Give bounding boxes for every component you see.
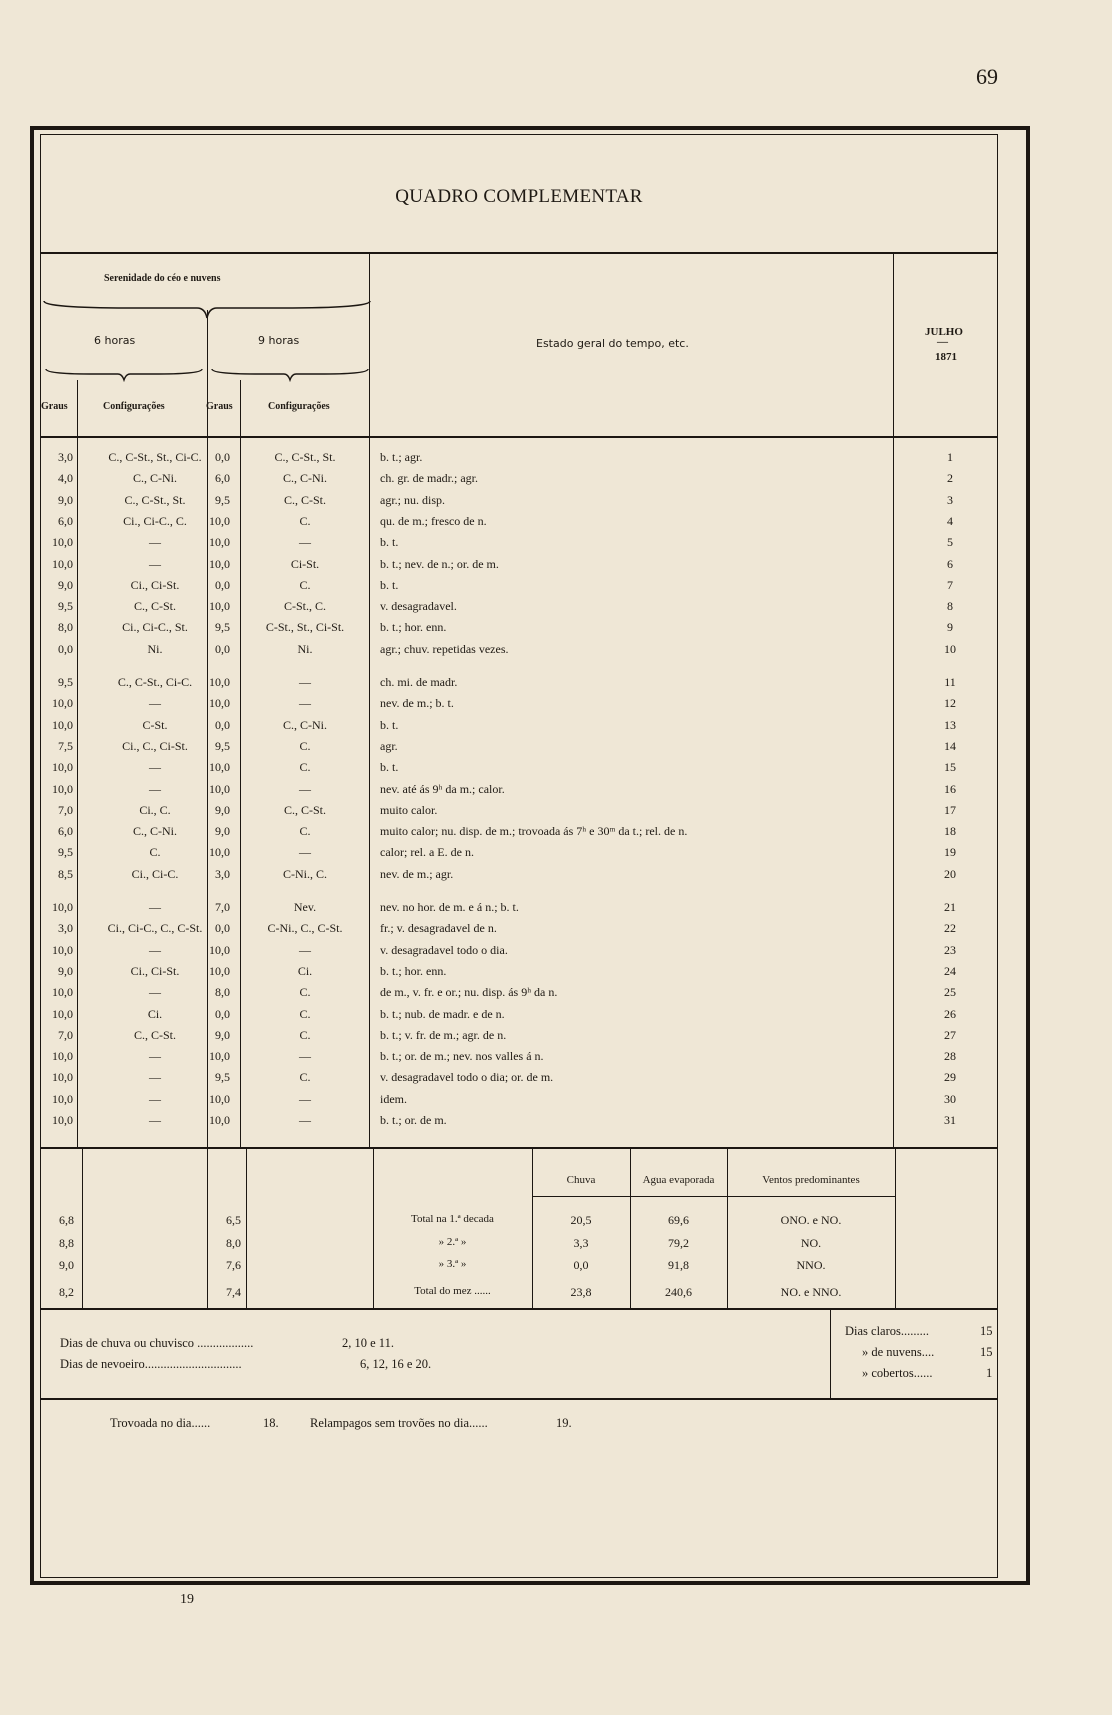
dias-cobertos-value: 1 [986, 1366, 993, 1380]
config-6h: — [149, 1070, 161, 1085]
header-bottom-rule [40, 436, 998, 438]
graus-6h: 8,5 [58, 866, 73, 881]
graus-9h: 9,0 [215, 824, 230, 839]
graus-9h: 10,0 [209, 1113, 230, 1127]
config-6h: — [149, 535, 161, 550]
day-number: 16 [944, 781, 956, 796]
graus-9h: 10,0 [209, 599, 230, 614]
day-number: 26 [944, 1006, 956, 1021]
config-9h: — [299, 675, 311, 689]
day-number: 15 [944, 760, 956, 775]
table-row [40, 961, 998, 982]
config-6h: C., C-St. [133, 1027, 176, 1042]
graus-6h: 7,0 [58, 802, 73, 817]
summary-graus-6h: 8,2 [59, 1285, 74, 1299]
estado-tempo: b. t.; v. fr. de m.; agr. de n. [380, 1027, 507, 1042]
estado-tempo: idem. [380, 1091, 407, 1106]
summary-ventos: NO. [800, 1236, 822, 1250]
table-row [40, 1004, 998, 1025]
day-number: 20 [944, 866, 956, 881]
day-number: 11 [944, 675, 956, 689]
graus-9h: 9,0 [215, 802, 230, 817]
day-number: 4 [947, 513, 953, 528]
summary-graus-6h: 6,8 [59, 1213, 74, 1227]
config-9h: Nev. [293, 900, 317, 914]
estado-tempo: b. t.; or. de m.; nev. nos valles á n. [380, 1049, 544, 1064]
table-row [40, 1089, 998, 1110]
table-row [40, 596, 998, 617]
summary-ventos: ONO. e NO. [780, 1213, 842, 1227]
estado-tempo: fr.; v. desagradavel de n. [380, 921, 497, 936]
config-9h: C-St., C. [283, 599, 326, 614]
day-number: 22 [944, 921, 956, 936]
trovoada-value: 18. [263, 1416, 279, 1430]
config-6h: — [149, 900, 161, 914]
summary-label: Total na 1.ª decada [411, 1213, 494, 1225]
config-6h: Ci., Ci-St. [130, 577, 180, 592]
estado-tempo: muito calor. [380, 802, 438, 817]
relampagos-label: Relampagos sem trovões no dia...... [310, 1416, 488, 1430]
table-row [40, 468, 998, 489]
graus-9h: 10,0 [209, 760, 230, 775]
estado-tempo: v. desagradavel todo o dia. [380, 942, 508, 957]
table-row [40, 511, 998, 532]
table-row [40, 864, 998, 885]
header-6-horas: 6 horas [94, 334, 136, 347]
estado-tempo: b. t.; or. de m. [380, 1113, 447, 1127]
header-month: JULHO [925, 326, 963, 338]
table-row [40, 842, 998, 863]
estado-tempo: nev. no hor. de m. e á n.; b. t. [380, 900, 519, 914]
summary-agua: 91,8 [668, 1258, 689, 1272]
graus-6h: 10,0 [52, 696, 73, 711]
graus-9h: 10,0 [209, 535, 230, 550]
graus-6h: 10,0 [52, 1006, 73, 1021]
summary-agua: 240,6 [665, 1285, 692, 1299]
day-number: 3 [947, 492, 953, 507]
config-6h: Ci., C. [139, 802, 171, 817]
graus-6h: 10,0 [52, 717, 73, 732]
day-number: 12 [944, 696, 956, 711]
day-number: 14 [944, 738, 956, 753]
config-6h: Ni. [147, 641, 163, 656]
summary-bottom-rule [40, 1308, 998, 1310]
dias-claros-label: Dias claros......... [845, 1324, 930, 1338]
dias-nevoeiro-label: Dias de nevoeiro............................... [60, 1357, 242, 1371]
sheet-number: 19 [180, 1592, 194, 1607]
config-9h: C. [299, 760, 311, 775]
summary-graus-6h: 9,0 [59, 1258, 74, 1272]
estado-tempo: qu. de m.; fresco de n. [380, 513, 487, 528]
day-number: 24 [944, 963, 956, 978]
summary-label: » 2.ª » [438, 1236, 467, 1248]
config-6h: — [149, 1049, 161, 1064]
estado-tempo: b. t.; agr. [380, 450, 423, 464]
header-config-9h: Configurações [268, 401, 330, 412]
config-9h: — [299, 1049, 311, 1064]
summary-header-agua: Agua evaporada [642, 1174, 715, 1186]
config-6h: C. [149, 845, 161, 860]
days-divider [830, 1310, 831, 1398]
table-row [40, 693, 998, 714]
table-title: QUADRO COMPLEMENTAR [395, 186, 643, 207]
summary-chuva: 0,0 [573, 1258, 589, 1272]
table-row [40, 575, 998, 596]
graus-9h: 10,0 [209, 781, 230, 796]
estado-tempo: v. desagradavel. [380, 599, 457, 614]
summary-header-rule [532, 1196, 896, 1197]
summary-agua: 69,6 [668, 1213, 689, 1227]
graus-9h: 10,0 [209, 513, 230, 528]
dias-chuva-label: Dias de chuva ou chuvisco .................. [60, 1336, 254, 1350]
config-9h: Ci. [297, 963, 313, 978]
header-top-rule [40, 252, 998, 254]
day-number: 19 [944, 845, 956, 860]
graus-6h: 9,5 [58, 845, 73, 860]
graus-9h: 0,0 [215, 921, 230, 936]
table-row [40, 490, 998, 511]
graus-9h: 9,5 [215, 1070, 230, 1085]
graus-6h: 6,0 [58, 824, 73, 839]
summary-top-rule [40, 1147, 998, 1149]
header-9-horas: 9 horas [258, 334, 300, 347]
graus-6h: 7,0 [58, 1027, 73, 1042]
estado-tempo: nev. de m.; agr. [380, 866, 454, 881]
sum-div-1 [82, 1149, 83, 1309]
config-9h: C. [299, 1027, 311, 1042]
table-row [40, 1046, 998, 1067]
header-year: 1871 [935, 351, 957, 363]
estado-tempo: de m., v. fr. e or.; nu. disp. ás 9ʰ da n. [380, 985, 558, 1000]
config-6h: — [149, 556, 161, 571]
config-9h: C., C-Ni. [282, 471, 327, 486]
table-row [40, 982, 998, 1003]
graus-9h: 10,0 [209, 556, 230, 571]
estado-tempo: b. t.; nev. de n.; or. de m. [380, 556, 499, 571]
day-number: 31 [944, 1113, 956, 1127]
estado-tempo: nev. até ás 9ʰ da m.; calor. [380, 781, 505, 796]
estado-tempo: agr.; chuv. repetidas vezes. [380, 641, 509, 656]
config-9h: — [299, 1113, 311, 1127]
day-number: 25 [944, 985, 956, 1000]
table-row [40, 639, 998, 660]
graus-6h: 9,0 [58, 577, 73, 592]
config-9h: Ci-St. [290, 556, 320, 571]
graus-6h: 10,0 [52, 985, 73, 1000]
graus-6h: 9,0 [58, 963, 73, 978]
summary-graus-9h: 6,5 [226, 1213, 241, 1227]
config-9h: C. [299, 577, 311, 592]
config-9h: — [299, 781, 311, 796]
table-row [40, 715, 998, 736]
summary-header-ventos: Ventos predominantes [762, 1174, 860, 1186]
header-estado: Estado geral do tempo, etc. [536, 337, 689, 350]
config-9h: — [299, 696, 311, 711]
config-6h: Ci., Ci-C. [131, 866, 179, 881]
config-6h: — [149, 696, 161, 711]
summary-ventos: NNO. [796, 1258, 826, 1272]
config-9h: C. [299, 738, 311, 753]
estado-tempo: agr. [380, 738, 398, 753]
dias-claros-value: 15 [980, 1324, 993, 1338]
config-6h: C., C-Ni. [132, 471, 177, 486]
graus-6h: 9,5 [58, 599, 73, 614]
graus-6h: 3,0 [58, 450, 73, 464]
day-number: 6 [947, 556, 953, 571]
config-9h: C. [299, 824, 311, 839]
estado-tempo: b. t.; nub. de madr. e de n. [380, 1006, 505, 1021]
graus-9h: 6,0 [215, 471, 230, 486]
graus-9h: 9,5 [215, 492, 230, 507]
graus-9h: 3,0 [215, 866, 230, 881]
config-6h: Ci., Ci-St. [130, 963, 180, 978]
group-brace [42, 298, 372, 322]
graus-9h: 0,0 [215, 717, 230, 732]
table-row [40, 1067, 998, 1088]
graus-6h: 10,0 [52, 1113, 73, 1127]
config-9h: C-Ni., C., C-St. [267, 921, 343, 936]
table-row [40, 800, 998, 821]
graus-9h: 9,0 [215, 1027, 230, 1042]
sum-div-3 [246, 1149, 247, 1309]
config-9h: — [299, 942, 311, 957]
graus-9h: 10,0 [209, 963, 230, 978]
dias-nuvens-label: » de nuvens.... [862, 1345, 935, 1359]
graus-6h: 3,0 [58, 921, 73, 936]
summary-chuva: 23,8 [570, 1285, 592, 1299]
table-row [40, 897, 998, 918]
summary-chuva: 20,5 [570, 1213, 592, 1227]
estado-tempo: ch. mi. de madr. [380, 675, 458, 689]
config-6h: C., C-St. [133, 599, 176, 614]
config-9h: C., C-St., St. [274, 450, 336, 464]
table-row [40, 779, 998, 800]
config-6h: — [149, 985, 161, 1000]
graus-9h: 10,0 [209, 1091, 230, 1106]
graus-9h: 10,0 [209, 942, 230, 957]
header-group-title: Serenidade do céo e nuvens [104, 273, 221, 284]
header-config-6h: Configurações [103, 401, 165, 412]
day-number: 2 [947, 471, 953, 486]
days-bottom-rule [40, 1398, 998, 1400]
brace-9h [210, 366, 370, 382]
graus-6h: 9,0 [58, 492, 73, 507]
table-row [40, 940, 998, 961]
trovoada-label: Trovoada no dia...... [110, 1416, 211, 1430]
summary-label: Total do mez ...... [414, 1285, 491, 1297]
table-row [40, 447, 998, 468]
table-row [40, 1025, 998, 1046]
config-9h: Ni. [297, 641, 313, 656]
config-6h: Ci., Ci-C., C. [123, 513, 187, 528]
estado-tempo: b. t.; hor. enn. [380, 620, 447, 635]
graus-9h: 0,0 [215, 641, 230, 656]
estado-tempo: b. t. [380, 535, 399, 550]
table-row [40, 554, 998, 575]
table-row [40, 532, 998, 553]
graus-9h: 9,5 [215, 620, 230, 635]
config-9h: C-Ni., C. [282, 866, 327, 881]
header-dash: — [937, 336, 948, 348]
day-number: 29 [944, 1070, 956, 1085]
config-9h: C. [299, 1070, 311, 1085]
day-number: 9 [947, 620, 953, 635]
summary-label: » 3.ª » [438, 1258, 467, 1270]
graus-6h: 10,0 [52, 781, 73, 796]
graus-6h: 10,0 [52, 760, 73, 775]
config-6h: C., C-St., St., Ci-C. [108, 450, 202, 464]
graus-9h: 10,0 [209, 845, 230, 860]
summary-header-chuva: Chuva [566, 1174, 596, 1186]
day-number: 18 [944, 824, 956, 839]
day-number: 28 [944, 1049, 956, 1064]
estado-tempo: ch. gr. de madr.; agr. [380, 471, 478, 486]
summary-graus-9h: 8,0 [226, 1236, 241, 1250]
config-6h: Ci., Ci-C., C., C-St. [107, 921, 203, 936]
estado-tempo: b. t. [380, 577, 399, 592]
table-row [40, 672, 998, 693]
summary-ventos: NO. e NNO. [780, 1285, 842, 1299]
summary-right-rule [895, 1149, 896, 1309]
config-6h: C., C-St., Ci-C. [117, 675, 193, 689]
config-9h: C., C-St. [283, 802, 326, 817]
config-9h: C., C-Ni. [282, 717, 327, 732]
day-number: 13 [944, 717, 956, 732]
graus-6h: 4,0 [58, 471, 73, 486]
graus-9h: 0,0 [215, 577, 230, 592]
config-9h: C-St., St., Ci-St. [265, 620, 345, 635]
graus-6h: 7,5 [58, 738, 73, 753]
summary-graus-9h: 7,6 [226, 1258, 241, 1272]
config-9h: C. [299, 985, 311, 1000]
graus-9h: 8,0 [215, 985, 230, 1000]
graus-9h: 0,0 [215, 1006, 230, 1021]
config-9h: C., C-St. [283, 492, 326, 507]
day-number: 21 [944, 900, 956, 914]
config-6h: — [149, 781, 161, 796]
day-number: 23 [944, 942, 956, 957]
day-number: 30 [944, 1091, 956, 1106]
graus-9h: 10,0 [209, 675, 230, 689]
config-6h: Ci. [147, 1006, 163, 1021]
summary-graus-6h: 8,8 [59, 1236, 74, 1250]
table-row [40, 736, 998, 757]
estado-tempo: muito calor; nu. disp. de m.; trovoada ás 7ʰ e 30ᵐ da t.; rel. de n. [380, 824, 688, 839]
config-6h: — [149, 1091, 161, 1106]
graus-9h: 9,5 [215, 738, 230, 753]
config-9h: C. [299, 1006, 311, 1021]
page-number: 69 [976, 64, 998, 89]
estado-tempo: v. desagradavel todo o dia; or. de m. [380, 1070, 554, 1085]
dias-nuvens-value: 15 [980, 1345, 993, 1359]
graus-6h: 10,0 [52, 900, 73, 914]
table-row [40, 821, 998, 842]
day-number: 1 [947, 450, 953, 464]
brace-6h [44, 366, 204, 382]
dias-nevoeiro-value: 6, 12, 16 e 20. [360, 1357, 432, 1371]
graus-9h: 0,0 [215, 450, 230, 464]
graus-6h: 10,0 [52, 1091, 73, 1106]
graus-6h: 10,0 [52, 1070, 73, 1085]
day-number: 10 [944, 641, 956, 656]
config-6h: C-St. [142, 717, 168, 732]
summary-graus-9h: 7,4 [226, 1285, 241, 1299]
config-6h: Ci., C., Ci-St. [122, 738, 188, 753]
estado-tempo: calor; rel. a E. de n. [380, 845, 474, 860]
config-6h: C., C-Ni. [132, 824, 177, 839]
table-row [40, 757, 998, 778]
day-number: 17 [944, 802, 956, 817]
table-row [40, 918, 998, 939]
config-9h: — [299, 845, 311, 860]
table-row [40, 617, 998, 638]
estado-tempo: b. t.; hor. enn. [380, 963, 447, 978]
summary-agua: 79,2 [668, 1236, 689, 1250]
day-number: 7 [947, 577, 953, 592]
config-6h: — [149, 1113, 161, 1127]
day-number: 27 [944, 1027, 956, 1042]
config-9h: — [299, 535, 311, 550]
config-6h: — [149, 760, 161, 775]
relampagos-value: 19. [556, 1416, 572, 1430]
summary-chuva: 3,3 [573, 1236, 589, 1250]
estado-tempo: b. t. [380, 717, 399, 732]
graus-6h: 10,0 [52, 535, 73, 550]
header-graus-6h: Graus [41, 401, 68, 412]
estado-tempo: b. t. [380, 760, 399, 775]
config-9h: C. [299, 513, 311, 528]
graus-6h: 9,5 [58, 675, 73, 689]
header-graus-9h: Graus [206, 401, 233, 412]
estado-tempo: nev. de m.; b. t. [380, 696, 454, 711]
graus-6h: 0,0 [58, 641, 73, 656]
config-9h: — [299, 1091, 311, 1106]
day-number: 8 [947, 599, 953, 614]
table-row [40, 1110, 998, 1131]
config-6h: — [149, 942, 161, 957]
graus-9h: 10,0 [209, 1049, 230, 1064]
graus-6h: 10,0 [52, 556, 73, 571]
dias-cobertos-label: » cobertos...... [862, 1366, 933, 1380]
graus-6h: 10,0 [52, 942, 73, 957]
dias-chuva-value: 2, 10 e 11. [342, 1336, 394, 1350]
estado-tempo: agr.; nu. disp. [380, 492, 445, 507]
day-number: 5 [947, 535, 953, 550]
config-6h: Ci., Ci-C., St. [122, 620, 188, 635]
config-6h: C., C-St., St. [124, 492, 186, 507]
graus-6h: 8,0 [58, 620, 73, 635]
graus-6h: 6,0 [58, 513, 73, 528]
graus-6h: 10,0 [52, 1049, 73, 1064]
graus-9h: 7,0 [215, 900, 230, 914]
graus-9h: 10,0 [209, 696, 230, 711]
